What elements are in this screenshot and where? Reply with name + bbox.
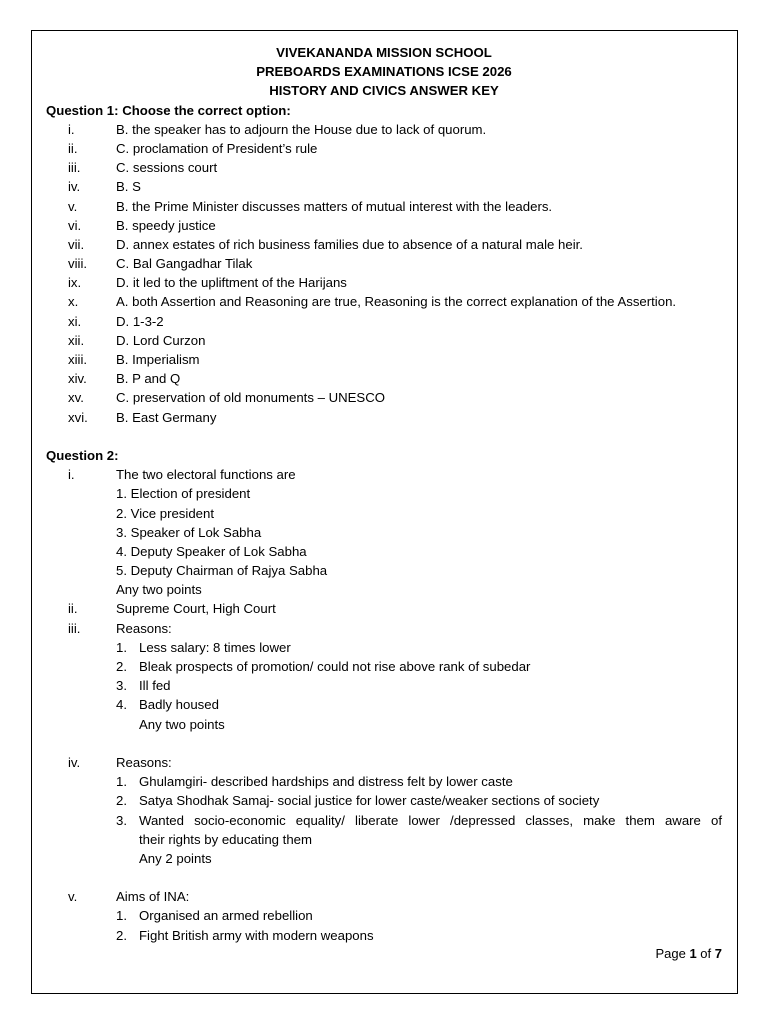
page-of: of bbox=[696, 946, 715, 961]
q1-answer-row bbox=[46, 254, 722, 273]
q2-i-line: 1. Election of president bbox=[116, 486, 251, 502]
exam-title: PREBOARDS EXAMINATIONS ICSE 2026 bbox=[256, 64, 512, 80]
q1-answer-text: B. speedy justice bbox=[116, 217, 216, 233]
q1-answer-number: vii. bbox=[68, 236, 85, 252]
q1-answer-number: x. bbox=[68, 294, 79, 310]
q2-i-line: 3. Speaker of Lok Sabha bbox=[116, 524, 262, 540]
q1-answer-text: C. sessions court bbox=[116, 160, 218, 176]
q2-iv-number: iv. bbox=[68, 754, 81, 770]
q1-answer-number: i. bbox=[68, 121, 75, 137]
q1-answer-text: B. S bbox=[116, 179, 141, 195]
q1-answer-row bbox=[46, 139, 722, 158]
q2-iii-point: 4. Badly housed bbox=[116, 697, 219, 713]
page-label: Page bbox=[655, 946, 690, 961]
q2-iv-row bbox=[46, 753, 722, 772]
q2-iii-point: 1. Less salary: 8 times lower bbox=[116, 639, 291, 655]
q1-answer-text: A. both Assertion and Reasoning are true, Reasoning is the correct explanation of the Assertion. bbox=[116, 294, 677, 310]
q1-answer-text: D. annex estates of rich business families due to absence of a natural male heir. bbox=[116, 236, 583, 252]
q2-i-line: 5. Deputy Chairman of Rajya Sabha bbox=[116, 563, 328, 579]
q2-i-line: 2. Vice president bbox=[116, 505, 214, 521]
q2-iii-number: iii. bbox=[68, 620, 81, 636]
q2-i-intro: The two electoral functions are bbox=[116, 467, 296, 483]
q1-answer-row bbox=[46, 273, 722, 292]
subject-title: HISTORY AND CIVICS ANSWER KEY bbox=[269, 83, 499, 99]
q2-iii-intro: Reasons: bbox=[116, 620, 172, 636]
q2-ii-row bbox=[46, 599, 722, 618]
q1-answer-text: D. Lord Curzon bbox=[116, 332, 206, 348]
q2-v-point: 2. Fight British army with modern weapons bbox=[116, 927, 374, 943]
q1-answer-text: C. Bal Gangadhar Tilak bbox=[116, 256, 253, 272]
q2-i-line: 4. Deputy Speaker of Lok Sabha bbox=[116, 543, 307, 559]
q2-v-number: v. bbox=[68, 889, 78, 905]
q1-answer-number: iii. bbox=[68, 160, 81, 176]
q1-answer-row bbox=[46, 369, 722, 388]
q1-answer-number: vi. bbox=[68, 217, 82, 233]
q1-answer-number: xiii. bbox=[68, 352, 88, 367]
answer-key-document bbox=[46, 43, 722, 945]
q1-answer-text: B. Imperialism bbox=[116, 352, 200, 367]
q1-answer-row bbox=[46, 331, 722, 350]
q1-answer-number: ix. bbox=[68, 275, 82, 291]
total-pages: 7 bbox=[714, 946, 722, 961]
q1-answer-number: viii. bbox=[68, 256, 88, 272]
q1-answer-row bbox=[46, 388, 722, 407]
q1-answer-text: B. East Germany bbox=[116, 409, 217, 425]
q1-answer-row bbox=[46, 120, 722, 139]
q2-v-point: 1. Organised an armed rebellion bbox=[116, 908, 313, 924]
q1-answer-row bbox=[46, 216, 722, 235]
question-1-answers bbox=[46, 120, 722, 427]
q1-answer-row bbox=[46, 312, 722, 331]
q2-iv-point: 1. Ghulamgiri- described hardships and distress felt by lower caste bbox=[116, 774, 513, 790]
q1-answer-text: B. the Prime Minister discusses matters of mutual interest with the leaders. bbox=[116, 198, 553, 214]
question-2-title: Question 2: bbox=[46, 447, 119, 463]
q1-answer-number: xvi. bbox=[68, 409, 88, 425]
q1-answer-row bbox=[46, 235, 722, 254]
q1-answer-text: C. proclamation of President’s rule bbox=[116, 140, 318, 156]
q2-i-note: Any two points bbox=[116, 582, 202, 598]
q2-iv-intro: Reasons: bbox=[116, 754, 172, 770]
q2-iv-point: 3. Wanted socio-economic equality/ liberate lower /depressed classes, make them aware of bbox=[116, 812, 722, 828]
q1-answer-row bbox=[46, 350, 722, 369]
q1-answer-row bbox=[46, 292, 722, 311]
q1-answer-row bbox=[46, 408, 722, 427]
q1-answer-row bbox=[46, 197, 722, 216]
q1-answer-text: B. P and Q bbox=[116, 371, 181, 387]
q1-answer-row bbox=[46, 158, 722, 177]
q1-answer-row bbox=[46, 177, 722, 196]
q1-answer-text: D. 1-3-2 bbox=[116, 313, 164, 329]
school-name: VIVEKANANDA MISSION SCHOOL bbox=[276, 45, 492, 60]
q2-ii-text: Supreme Court, High Court bbox=[116, 601, 276, 617]
q2-iv-note: Any 2 points bbox=[139, 850, 212, 866]
q2-iv-point: 2. Satya Shodhak Samaj- social justice for lower caste/weaker sections of society bbox=[116, 793, 600, 809]
current-page: 1 bbox=[689, 946, 697, 961]
q1-answer-text: B. the speaker has to adjourn the House due to lack of quorum. bbox=[116, 121, 487, 137]
q1-answer-text: C. preservation of old monuments – UNESCO bbox=[116, 390, 385, 406]
q2-i-row bbox=[46, 465, 722, 484]
q1-answer-number: xv. bbox=[68, 390, 84, 406]
q2-iii-note: Any two points bbox=[139, 716, 225, 732]
question-1-title: Question 1: Choose the correct option: bbox=[46, 102, 291, 118]
q1-answer-number: v. bbox=[68, 198, 78, 214]
q2-i-number: i. bbox=[68, 467, 75, 483]
page-number bbox=[655, 946, 722, 961]
q1-answer-number: xi. bbox=[68, 313, 82, 329]
q1-answer-number: xiv. bbox=[68, 371, 87, 387]
q2-iii-row bbox=[46, 619, 722, 638]
q1-answer-number: iv. bbox=[68, 179, 81, 195]
q2-iv-point-continued: their rights by educating them bbox=[139, 831, 312, 847]
q2-iii-point: 2. Bleak prospects of promotion/ could not rise above rank of subedar bbox=[116, 659, 531, 674]
q2-ii-number: ii. bbox=[68, 601, 78, 617]
q1-answer-number: ii. bbox=[68, 140, 78, 156]
q1-answer-number: xii. bbox=[68, 332, 85, 348]
q2-iii-point: 3. Ill fed bbox=[116, 678, 171, 694]
q2-v-row bbox=[46, 887, 722, 906]
q2-v-intro: Aims of INA: bbox=[116, 889, 190, 905]
q1-answer-text: D. it led to the upliftment of the Harijans bbox=[116, 275, 347, 291]
